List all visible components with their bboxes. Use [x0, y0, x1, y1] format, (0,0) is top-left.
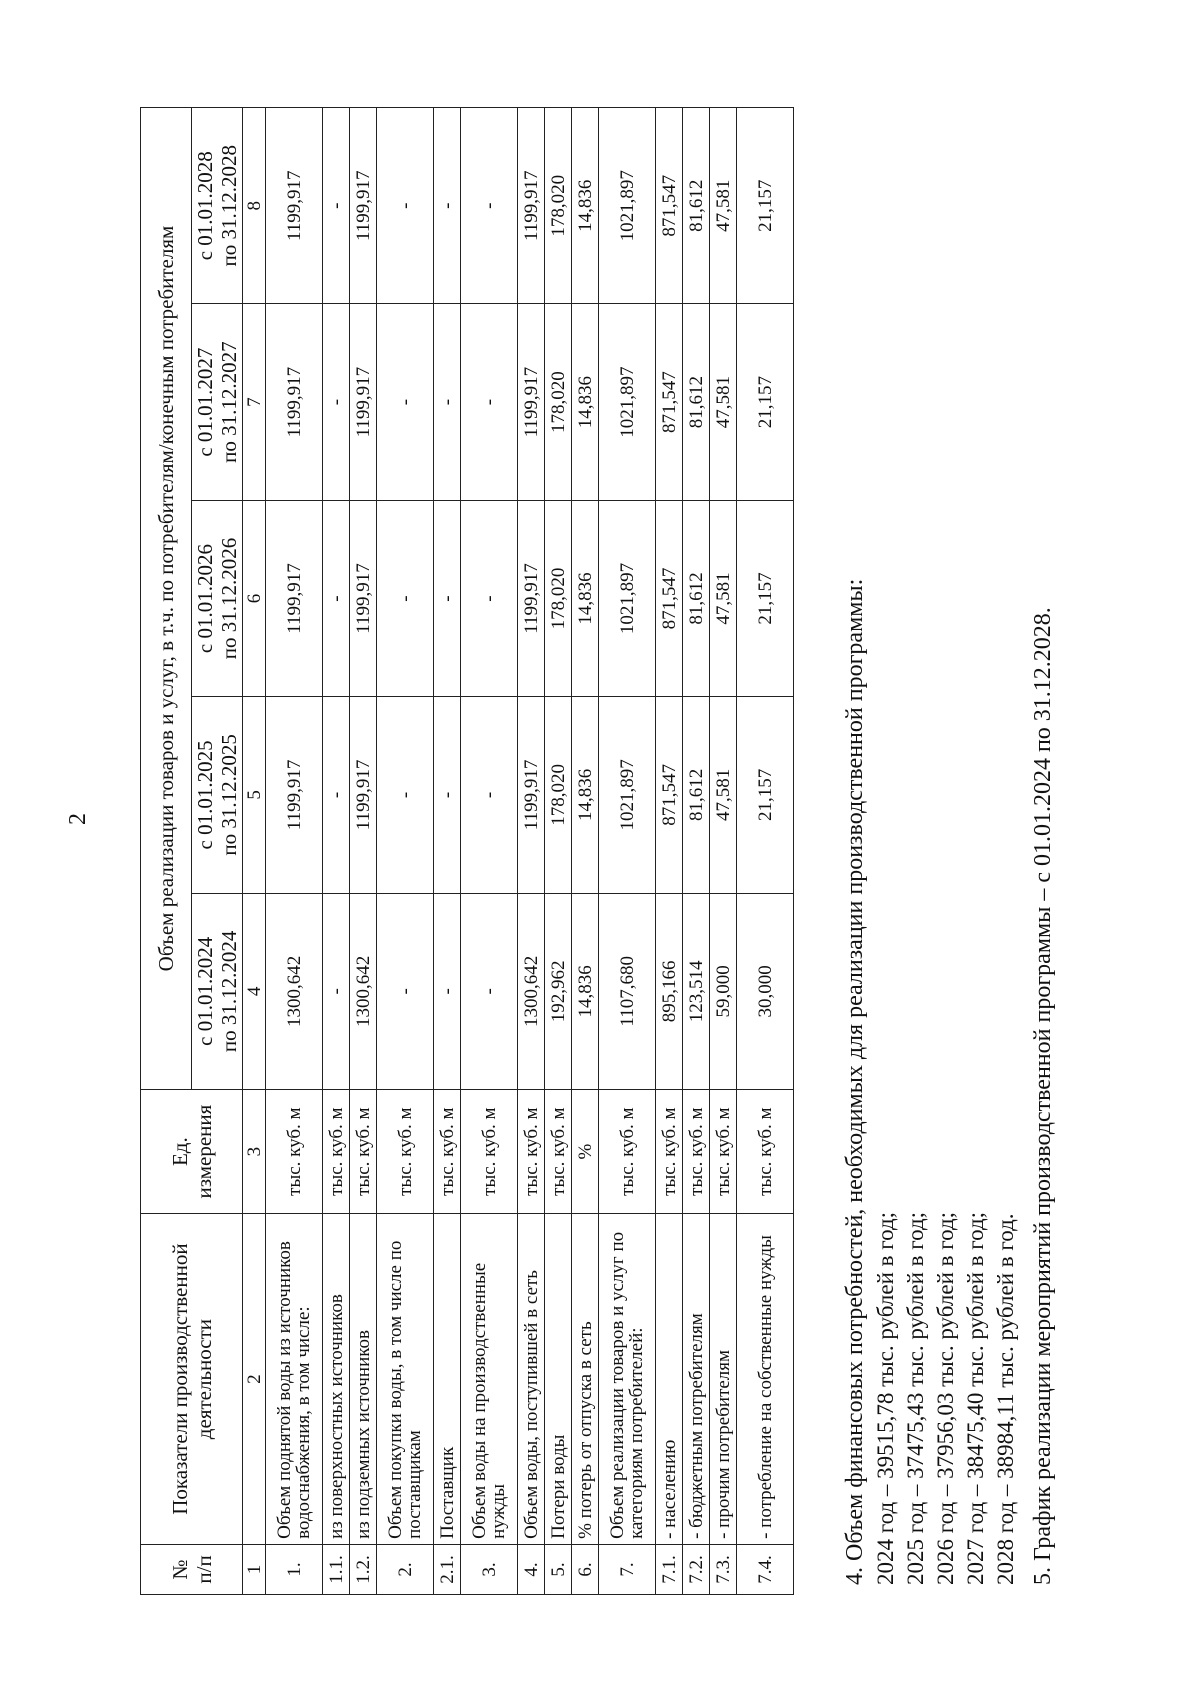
- row-value: 1199,917: [266, 500, 323, 696]
- table-row: [656, 108, 683, 1595]
- row-value: 14,836: [572, 304, 599, 500]
- row-value: -: [434, 108, 461, 304]
- row-value: -: [323, 304, 350, 500]
- row-unit: тыс. куб. м: [377, 1090, 434, 1214]
- row-indicator: % потерь от отпуска в сеть: [572, 1214, 599, 1545]
- row-value: -: [323, 893, 350, 1089]
- row-value: 1021,897: [599, 697, 656, 893]
- header-index-cell: 2: [243, 1214, 266, 1545]
- row-number: 7.4.: [737, 1544, 794, 1594]
- table-row: [710, 108, 737, 1595]
- row-indicator: Объем воды, поступившей в сеть: [518, 1214, 545, 1545]
- row-value: -: [434, 500, 461, 696]
- row-value: 47,581: [710, 108, 737, 304]
- row-value: 1199,917: [518, 108, 545, 304]
- row-unit: тыс. куб. м: [266, 1090, 323, 1214]
- row-indicator: Объем покупки воды, в том числе по поставщикам: [377, 1214, 434, 1545]
- table-row: [434, 108, 461, 1595]
- row-value: 1199,917: [266, 697, 323, 893]
- row-value: 1199,917: [518, 697, 545, 893]
- row-value: 21,157: [737, 697, 794, 893]
- row-value: 21,157: [737, 304, 794, 500]
- header-period-4: с 01.01.2027 по 31.12.2027: [192, 304, 243, 500]
- row-indicator: Объем поднятой воды из источников водоснабжения, в том числе:: [266, 1214, 323, 1545]
- header-index-cell: 7: [243, 304, 266, 500]
- row-unit: тыс. куб. м: [545, 1090, 572, 1214]
- row-value: -: [377, 108, 434, 304]
- row-number: 6.: [572, 1544, 599, 1594]
- row-value: -: [377, 697, 434, 893]
- row-value: 871,547: [656, 108, 683, 304]
- row-unit: тыс. куб. м: [518, 1090, 545, 1214]
- row-number: 2.: [377, 1544, 434, 1594]
- row-value: -: [434, 893, 461, 1089]
- row-value: 14,836: [572, 697, 599, 893]
- row-value: 1300,642: [350, 893, 377, 1089]
- row-value: 14,836: [572, 893, 599, 1089]
- table-row: [323, 108, 350, 1595]
- table-row: [518, 108, 545, 1595]
- row-number: 4.: [518, 1544, 545, 1594]
- row-unit: %: [572, 1090, 599, 1214]
- row-value: 81,612: [683, 108, 710, 304]
- row-value: 178,020: [545, 500, 572, 696]
- row-value: 21,157: [737, 108, 794, 304]
- row-value: 1199,917: [350, 697, 377, 893]
- header-period-3: с 01.01.2026 по 31.12.2026: [192, 500, 243, 696]
- row-value: 1199,917: [518, 500, 545, 696]
- table-row: [572, 108, 599, 1595]
- row-value: -: [461, 893, 518, 1089]
- row-value: 59,000: [710, 893, 737, 1089]
- row-indicator: из поверхностных источников: [323, 1214, 350, 1545]
- row-indicator: Объем реализации товаров и услуг по категориям потребителей:: [599, 1214, 656, 1545]
- row-value: 81,612: [683, 500, 710, 696]
- schedule-section: 5. График реализации мероприятий производственной программы – с 01.01.2024 по 31.12.2028.: [1030, 607, 1056, 1585]
- row-indicator: - бюджетным потребителям: [683, 1214, 710, 1545]
- row-number: 2.1.: [434, 1544, 461, 1594]
- row-indicator: Потери воды: [545, 1214, 572, 1545]
- row-number: 7.2.: [683, 1544, 710, 1594]
- row-number: 7.1.: [656, 1544, 683, 1594]
- financial-needs-line: 2024 год – 39515,78 тыс. рублей в год;: [873, 1211, 899, 1585]
- row-value: 871,547: [656, 304, 683, 500]
- row-number: 7.3.: [710, 1544, 737, 1594]
- row-indicator: - потребление на собственные нужды: [737, 1214, 794, 1545]
- row-value: 47,581: [710, 304, 737, 500]
- row-value: -: [461, 500, 518, 696]
- row-value: 81,612: [683, 697, 710, 893]
- row-value: 47,581: [710, 697, 737, 893]
- row-value: 895,166: [656, 893, 683, 1089]
- row-value: -: [323, 697, 350, 893]
- table-row: [350, 108, 377, 1595]
- header-num: № п/п: [141, 1544, 243, 1594]
- financial-needs-title: 4. Объем финансовых потребностей, необходимых для реализации производственной программы:: [842, 578, 868, 1585]
- row-value: -: [323, 108, 350, 304]
- financial-needs-line: 2026 год – 37956,03 тыс. рублей в год;: [932, 1211, 958, 1585]
- row-number: 7.: [599, 1544, 656, 1594]
- row-unit: тыс. куб. м: [656, 1090, 683, 1214]
- row-value: 1199,917: [350, 108, 377, 304]
- row-value: -: [434, 697, 461, 893]
- row-unit: тыс. куб. м: [434, 1090, 461, 1214]
- row-value: 123,514: [683, 893, 710, 1089]
- row-value: 14,836: [572, 108, 599, 304]
- row-value: -: [377, 500, 434, 696]
- row-value: 1199,917: [350, 304, 377, 500]
- row-value: 1021,897: [599, 500, 656, 696]
- row-value: 1199,917: [266, 304, 323, 500]
- row-unit: тыс. куб. м: [599, 1090, 656, 1214]
- row-value: -: [461, 304, 518, 500]
- header-volume-group: Объем реализации товаров и услуг, в т.ч. по потребителям/конечным потребителям: [141, 108, 192, 1090]
- row-indicator: из подземных источников: [350, 1214, 377, 1545]
- table-row: [683, 108, 710, 1595]
- row-indicator: - прочим потребителям: [710, 1214, 737, 1545]
- row-value: 178,020: [545, 697, 572, 893]
- row-value: 14,836: [572, 500, 599, 696]
- header-period-2: с 01.01.2025 по 31.12.2025: [192, 697, 243, 893]
- row-unit: тыс. куб. м: [710, 1090, 737, 1214]
- row-value: -: [434, 304, 461, 500]
- financial-needs-line: 2027 год – 38475,40 тыс. рублей в год;: [962, 1211, 988, 1585]
- row-value: 1021,897: [599, 108, 656, 304]
- row-value: 1300,642: [266, 893, 323, 1089]
- row-value: -: [377, 893, 434, 1089]
- row-number: 1.2.: [350, 1544, 377, 1594]
- table-row: [545, 108, 572, 1595]
- row-value: 178,020: [545, 108, 572, 304]
- table-row: [461, 108, 518, 1595]
- row-value: -: [461, 697, 518, 893]
- row-value: 21,157: [737, 500, 794, 696]
- row-value: 47,581: [710, 500, 737, 696]
- row-value: 1199,917: [266, 108, 323, 304]
- row-unit: тыс. куб. м: [683, 1090, 710, 1214]
- header-index-cell: 3: [243, 1090, 266, 1214]
- header-index-cell: 6: [243, 500, 266, 696]
- header-index-cell: 4: [243, 893, 266, 1089]
- header-index-cell: 1: [243, 1544, 266, 1594]
- table-row: [377, 108, 434, 1595]
- row-unit: тыс. куб. м: [737, 1090, 794, 1214]
- row-indicator: Объем воды на производственные нужды: [461, 1214, 518, 1545]
- header-period-5: с 01.01.2028 по 31.12.2028: [192, 108, 243, 304]
- row-value: -: [323, 500, 350, 696]
- row-indicator: Поставщик: [434, 1214, 461, 1545]
- row-value: 871,547: [656, 697, 683, 893]
- row-value: 871,547: [656, 500, 683, 696]
- row-value: 1199,917: [518, 304, 545, 500]
- row-number: 5.: [545, 1544, 572, 1594]
- row-number: 1.1.: [323, 1544, 350, 1594]
- row-unit: тыс. куб. м: [323, 1090, 350, 1214]
- header-index-cell: 8: [243, 108, 266, 304]
- row-value: -: [461, 108, 518, 304]
- row-unit: тыс. куб. м: [350, 1090, 377, 1214]
- table-row: [266, 108, 323, 1595]
- financial-needs-line: 2028 год – 38984,11 тыс. рублей в год.: [992, 1213, 1018, 1585]
- row-value: 1107,680: [599, 893, 656, 1089]
- row-value: 1300,642: [518, 893, 545, 1089]
- page-number: 2: [65, 813, 91, 825]
- row-unit: тыс. куб. м: [461, 1090, 518, 1214]
- financial-needs-section: [840, 579, 1021, 1585]
- financial-needs-line: 2025 год – 37475,43 тыс. рублей в год;: [903, 1211, 929, 1585]
- row-value: 192,962: [545, 893, 572, 1089]
- row-indicator: - населению: [656, 1214, 683, 1545]
- table-row: [737, 108, 794, 1595]
- row-value: 1021,897: [599, 304, 656, 500]
- row-value: 30,000: [737, 893, 794, 1089]
- table-row: [599, 108, 656, 1595]
- header-indicator: Показатели производственной деятельности: [141, 1214, 243, 1545]
- row-value: 1199,917: [350, 500, 377, 696]
- row-number: 1.: [266, 1544, 323, 1594]
- row-number: 3.: [461, 1544, 518, 1594]
- header-index-cell: 5: [243, 697, 266, 893]
- row-value: 178,020: [545, 304, 572, 500]
- row-value: 81,612: [683, 304, 710, 500]
- production-indicators-table: [140, 107, 794, 1595]
- header-unit: Ед. измерения: [141, 1090, 243, 1214]
- header-period-1: с 01.01.2024 по 31.12.2024: [192, 893, 243, 1089]
- row-value: -: [377, 304, 434, 500]
